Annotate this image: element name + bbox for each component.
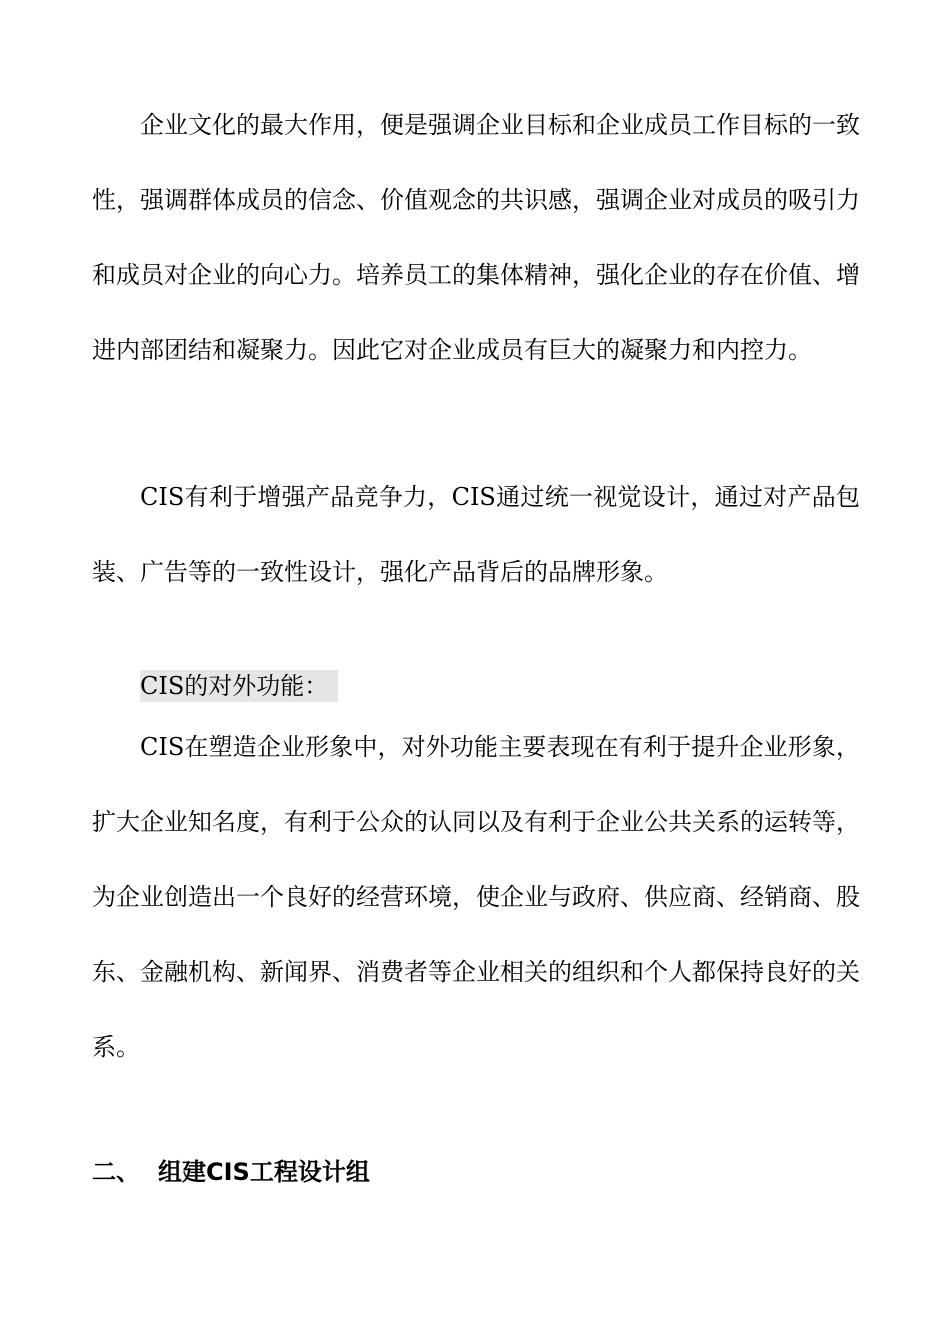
- section-title: 组建CIS工程设计组: [158, 1158, 370, 1186]
- subheading-wrapper: [140, 670, 338, 702]
- section-heading: [92, 1150, 370, 1194]
- paragraph-corporate-culture: 企业文化的最大作用，便是强调企业目标和企业成员工作目标的一致性，强调群体成员的信念、价值观念的共识感，强调企业对成员的吸引力和成员对企业的向心力。培养员工的集体精神，强化企业的存在价值、增进内部团结和凝聚力。因此它对企业成员有巨大的凝聚力和内控力。: [92, 111, 860, 364]
- paragraph-product-competitiveness: CIS有利于增强产品竞争力，CIS通过统一视觉设计，通过对产品包装、广告等的一致性设计，强化产品背后的品牌形象。: [92, 483, 860, 586]
- paragraph-external-functions: CIS在塑造企业形象中，对外功能主要表现在有利于提升企业形象，扩大企业知名度，有利于公众的认同以及有利于企业公共关系的运转等，为企业创造出一个良好的经营环境，使企业与政府、供应商、经销商、股东、金融机构、新闻界、消费者等企业相关的组织和个人都保持良好的关系。: [92, 733, 860, 1061]
- section-number: 二、: [92, 1158, 140, 1186]
- subheading-external-functions: CIS的对外功能：: [140, 670, 338, 702]
